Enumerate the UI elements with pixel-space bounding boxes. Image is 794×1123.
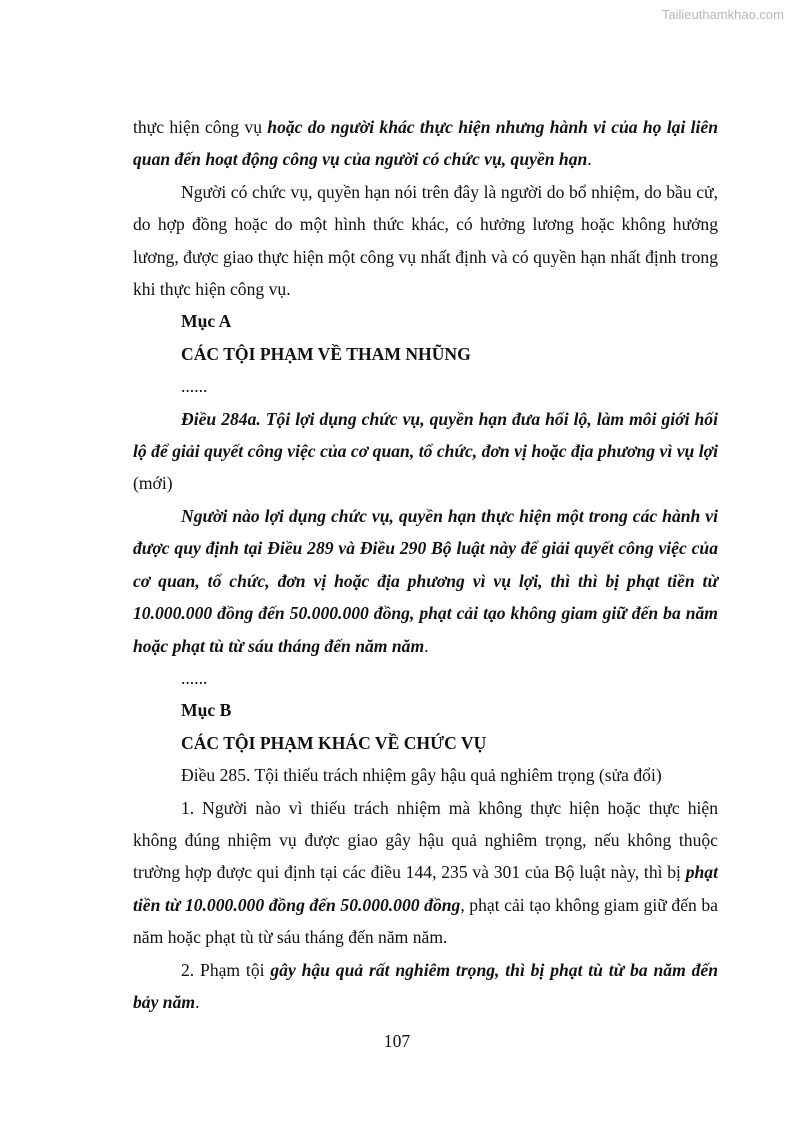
text-run: . — [195, 991, 200, 1012]
document-body — [133, 111, 718, 1018]
section-a-title: CÁC TỘI PHẠM VỀ THAM NHŨNG — [181, 343, 471, 364]
ellipsis: ...... — [181, 376, 208, 397]
article-heading: Điều 284a. Tội lợi dụng chức vụ, quyền hạn đưa hối lộ, làm môi giới hối lộ để giải quyết công việc của cơ quan, tổ chức, đơn vị hoặc địa phương vì vụ lợi — [133, 408, 718, 462]
page-number: 107 — [383, 1031, 411, 1051]
section-b-label: Mục B — [181, 700, 232, 721]
text-run: thực hiện công vụ — [133, 117, 268, 137]
article-284a-title — [133, 403, 718, 500]
watermark: Tailieuthamkhao.com — [661, 7, 784, 22]
section-b-title: CÁC TỘI PHẠM KHÁC VỀ CHỨC VỤ — [181, 732, 487, 753]
paragraph-definition: Người có chức vụ, quyền hạn nói trên đây là người do bổ nhiệm, do bầu cử, do hợp đồng hoặc do một hình thức khác, có hưởng lương hoặc không hưởng lương, được giao thực hiện một công vụ nhất định và có quyền hạn nhất định trong khi thực hiện công vụ. — [133, 181, 718, 300]
text-run: . — [587, 149, 592, 170]
emphasis-text: gây hậu quả rất nghiêm trọng, thì bị phạt tù từ ba năm đến bảy năm — [133, 959, 718, 1012]
section-a-label: Mục A — [181, 311, 232, 332]
text-run: , phạt cải tạo không giam giữ đến ba năm hoặc phạt tù từ sáu tháng đến năm năm. — [133, 894, 718, 948]
emphasis-text: phạt tiền từ 10.000.000 đồng đến 50.000.000 đồng — [133, 862, 718, 915]
paragraph-continuation — [133, 111, 718, 176]
article-285-clause-2 — [133, 954, 718, 1019]
ellipsis: ...... — [181, 667, 208, 688]
article-285-clause-1 — [133, 792, 718, 954]
article-285-title: Điều 285. Tội thiếu trách nhiệm gây hậu quả nghiêm trọng (sửa đổi) — [181, 765, 662, 786]
article-284a-body — [133, 500, 718, 662]
article-note: (mới) — [133, 473, 173, 494]
text-run: 1. Người nào vì thiếu trách nhiệm mà không thực hiện hoặc thực hiện không đúng nhiệm vụ được giao gây hậu quả nghiêm trọng, nếu không thuộc trường hợp được qui định tại các điều 144, 235 và 301 của Bộ luật này, thì bị — [133, 797, 718, 883]
text-run: . — [424, 635, 429, 656]
text-run: 2. Phạm tội — [181, 959, 271, 980]
emphasis-text: hoặc do người khác thực hiện nhưng hành vi của họ lại liên quan đến hoạt động công vụ của người có chức vụ, quyền hạn — [133, 117, 718, 170]
emphasis-text: Người nào lợi dụng chức vụ, quyền hạn thực hiện một trong các hành vi được quy định tại Điều 289 và Điều 290 Bộ luật này để giải quyết công việc của cơ quan, tổ chức, đơn vị hoặc địa phương vì vụ lợi, thì thì bị phạt tiền từ 10.000.000 đồng đến 50.000.000 đồng, phạt cải tạo không giam giữ đến ba năm hoặc phạt tù từ sáu tháng đến năm năm — [133, 505, 718, 656]
